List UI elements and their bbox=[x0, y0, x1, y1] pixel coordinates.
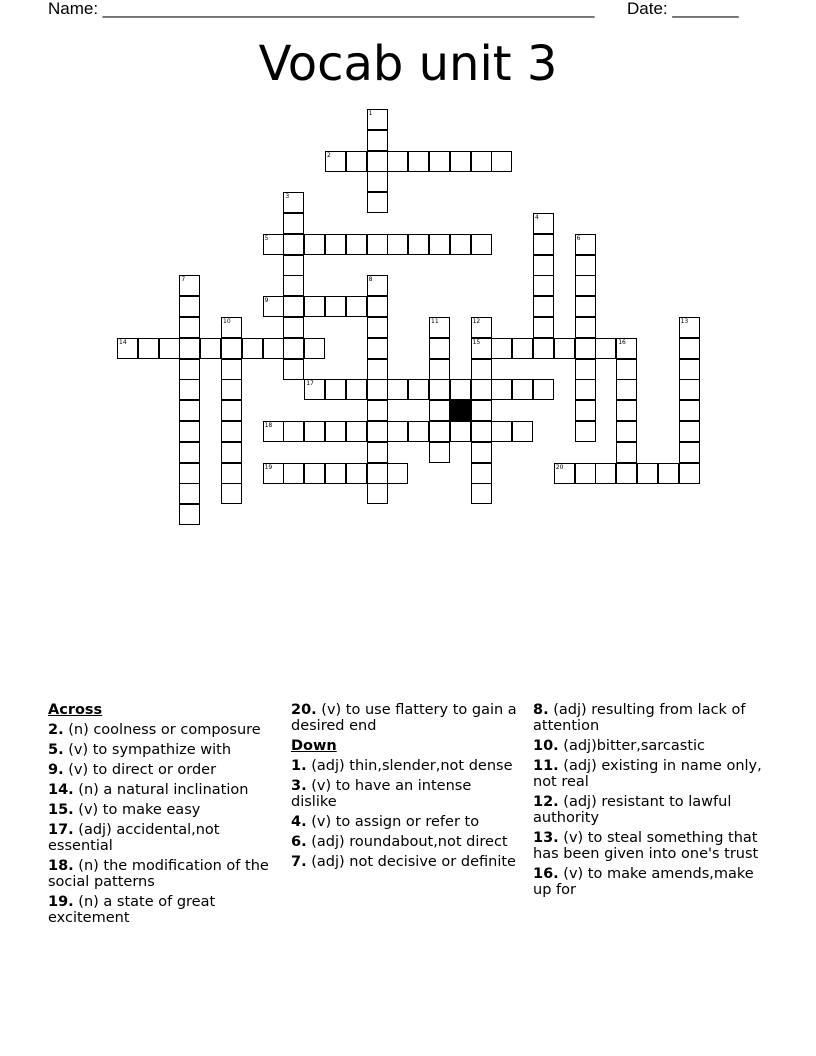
grid-cell[interactable] bbox=[304, 234, 325, 255]
grid-cell[interactable] bbox=[387, 421, 408, 442]
grid-cell[interactable] bbox=[491, 379, 512, 400]
grid-cell[interactable] bbox=[346, 151, 367, 172]
grid-cell[interactable] bbox=[429, 151, 450, 172]
grid-cell[interactable] bbox=[575, 421, 596, 442]
clue-number-label: 10 bbox=[223, 318, 231, 325]
grid-cell[interactable] bbox=[263, 463, 284, 484]
grid-cell[interactable] bbox=[450, 234, 471, 255]
grid-cell[interactable] bbox=[325, 296, 346, 317]
grid-cell[interactable] bbox=[575, 359, 596, 380]
grid-cell[interactable] bbox=[367, 171, 388, 192]
grid-cell[interactable] bbox=[429, 359, 450, 380]
grid-cell[interactable] bbox=[283, 255, 304, 276]
grid-cell[interactable] bbox=[679, 442, 700, 463]
clue-down-7 bbox=[291, 854, 521, 870]
grid-cell[interactable] bbox=[221, 317, 242, 338]
across-heading: Across bbox=[48, 702, 103, 718]
clue-text: (adj)bitter,sarcastic bbox=[558, 738, 706, 754]
grid-cell[interactable] bbox=[367, 296, 388, 317]
grid-cell[interactable] bbox=[304, 379, 325, 400]
grid-cell[interactable] bbox=[221, 379, 242, 400]
clue-text: (adj) resistant to lawful authority bbox=[533, 794, 732, 826]
grid-cell[interactable] bbox=[429, 379, 450, 400]
grid-cell[interactable] bbox=[533, 275, 554, 296]
grid-cell[interactable] bbox=[679, 400, 700, 421]
clue-number-label: 8 bbox=[368, 276, 373, 284]
grid-cell[interactable] bbox=[283, 359, 304, 380]
grid-cell[interactable] bbox=[221, 400, 242, 421]
clue-text: (v) to assign or refer to bbox=[306, 814, 480, 830]
grid-cell[interactable] bbox=[179, 421, 200, 442]
clue-number: 17. bbox=[48, 822, 74, 838]
grid-cell[interactable] bbox=[325, 234, 346, 255]
grid-cell[interactable] bbox=[367, 359, 388, 380]
grid-cell[interactable] bbox=[679, 359, 700, 380]
grid-cell[interactable] bbox=[491, 421, 512, 442]
grid-cell[interactable] bbox=[616, 379, 637, 400]
clue-number: 14. bbox=[48, 782, 74, 798]
clue-text: (v) to direct or order bbox=[63, 762, 217, 778]
grid-cell[interactable] bbox=[367, 275, 388, 296]
grid-cell[interactable] bbox=[283, 317, 304, 338]
grid-cell[interactable] bbox=[471, 400, 492, 421]
grid-cell[interactable] bbox=[304, 296, 325, 317]
grid-cell[interactable] bbox=[471, 483, 492, 504]
grid-cell[interactable] bbox=[367, 151, 388, 172]
grid-cell[interactable] bbox=[408, 151, 429, 172]
clues-column-1 bbox=[48, 702, 278, 930]
clue-number-label: 11 bbox=[431, 318, 439, 325]
clue-number-label: 3 bbox=[285, 193, 290, 201]
grid-cell[interactable] bbox=[367, 483, 388, 504]
clue-across-9 bbox=[48, 762, 278, 778]
grid-cell[interactable] bbox=[679, 463, 700, 484]
grid-cell[interactable] bbox=[616, 463, 637, 484]
grid-cell[interactable] bbox=[221, 483, 242, 504]
clue-number-label: 18 bbox=[264, 422, 273, 429]
grid-cell[interactable] bbox=[616, 400, 637, 421]
grid-cell[interactable] bbox=[429, 421, 450, 442]
grid-cell[interactable] bbox=[616, 442, 637, 463]
clue-number: 20. bbox=[291, 702, 317, 718]
grid-cell[interactable] bbox=[179, 296, 200, 317]
clue-number: 7. bbox=[291, 854, 307, 870]
grid-cell[interactable] bbox=[575, 463, 596, 484]
grid-cell[interactable] bbox=[658, 463, 679, 484]
grid-cell[interactable] bbox=[325, 151, 346, 172]
grid-cell[interactable] bbox=[575, 275, 596, 296]
clue-text: (adj) thin,slender,not dense bbox=[306, 758, 513, 774]
clue-across-17 bbox=[48, 822, 278, 854]
clue-down-1 bbox=[291, 758, 521, 774]
clues-column-3 bbox=[533, 702, 773, 902]
grid-cell[interactable] bbox=[221, 359, 242, 380]
grid-cell[interactable] bbox=[387, 151, 408, 172]
grid-cell[interactable] bbox=[491, 338, 512, 359]
grid-cell[interactable] bbox=[471, 463, 492, 484]
grid-cell[interactable] bbox=[679, 338, 700, 359]
grid-cell[interactable] bbox=[263, 338, 284, 359]
grid-cell[interactable] bbox=[429, 234, 450, 255]
grid-cell[interactable] bbox=[283, 234, 304, 255]
clue-number: 6. bbox=[291, 834, 307, 850]
grid-cell[interactable] bbox=[221, 421, 242, 442]
grid-cell[interactable] bbox=[595, 463, 616, 484]
grid-cell[interactable] bbox=[595, 338, 616, 359]
clue-number: 8. bbox=[533, 702, 549, 718]
grid-cell[interactable] bbox=[408, 379, 429, 400]
grid-cell[interactable] bbox=[367, 338, 388, 359]
clue-text: (adj) not decisive or definite bbox=[306, 854, 516, 870]
clue-number-label: 2 bbox=[327, 151, 331, 159]
grid-cell[interactable] bbox=[429, 400, 450, 421]
clue-number: 13. bbox=[533, 830, 559, 846]
grid-cell[interactable] bbox=[533, 234, 554, 255]
clue-text: (n) coolness or composure bbox=[63, 722, 261, 738]
clue-text: (adj) existing in name only, not real bbox=[533, 758, 762, 790]
clue-number-label: 6 bbox=[576, 234, 581, 242]
clue-text: (v) to use flattery to gain a desired end bbox=[291, 702, 517, 734]
clue-text: (v) to sympathize with bbox=[63, 742, 232, 758]
grid-cell[interactable] bbox=[304, 421, 325, 442]
clue-number: 10. bbox=[533, 738, 559, 754]
grid-cell[interactable] bbox=[471, 234, 492, 255]
grid-cell[interactable] bbox=[138, 338, 159, 359]
grid-cell[interactable] bbox=[221, 442, 242, 463]
clue-number: 3. bbox=[291, 778, 307, 794]
clue-number-label: 20 bbox=[555, 463, 564, 471]
grid-cell[interactable] bbox=[554, 463, 575, 484]
clue-text: (v) to have an intense dislike bbox=[291, 778, 472, 810]
grid-cell[interactable] bbox=[346, 234, 367, 255]
grid-cell[interactable] bbox=[179, 504, 200, 525]
grid-cell[interactable] bbox=[367, 442, 388, 463]
clue-text: (v) to make easy bbox=[73, 802, 201, 818]
grid-cell[interactable] bbox=[200, 338, 221, 359]
grid-cell[interactable] bbox=[575, 338, 596, 359]
black-cell bbox=[450, 400, 471, 421]
grid-cell[interactable] bbox=[283, 296, 304, 317]
clue-text: (v) to make amends,make up for bbox=[533, 866, 754, 898]
clue-number-label: 12 bbox=[472, 318, 481, 325]
grid-cell[interactable] bbox=[325, 379, 346, 400]
grid-cell[interactable] bbox=[533, 255, 554, 276]
grid-cell[interactable] bbox=[304, 338, 325, 359]
grid-cell[interactable] bbox=[387, 234, 408, 255]
clue-number-label: 4 bbox=[535, 214, 539, 221]
grid-cell[interactable] bbox=[471, 421, 492, 442]
grid-cell[interactable] bbox=[179, 442, 200, 463]
grid-cell[interactable] bbox=[533, 338, 554, 359]
clue-text: (n) a natural inclination bbox=[73, 782, 249, 798]
grid-cell[interactable] bbox=[283, 421, 304, 442]
grid-cell[interactable] bbox=[367, 192, 388, 213]
clue-number-label: 15 bbox=[472, 338, 481, 346]
grid-cell[interactable] bbox=[242, 338, 263, 359]
clue-number-label: 9 bbox=[264, 297, 269, 305]
clue-number: 4. bbox=[291, 814, 307, 830]
clue-number-label: 5 bbox=[264, 234, 269, 242]
grid-cell[interactable] bbox=[533, 213, 554, 234]
clue-text: (adj) roundabout,not direct bbox=[306, 834, 508, 850]
clues-column-2 bbox=[291, 702, 521, 874]
grid-cell[interactable] bbox=[533, 296, 554, 317]
grid-cell[interactable] bbox=[346, 379, 367, 400]
clue-number-label: 19 bbox=[264, 463, 273, 471]
clue-text: (adj) accidental,not essential bbox=[48, 822, 220, 854]
clue-number-label: 7 bbox=[181, 276, 186, 284]
clue-number: 18. bbox=[48, 858, 74, 874]
grid-cell[interactable] bbox=[263, 234, 284, 255]
grid-cell[interactable] bbox=[346, 463, 367, 484]
clue-down-13 bbox=[533, 830, 773, 862]
grid-cell[interactable] bbox=[367, 400, 388, 421]
clue-number-label: 1 bbox=[368, 110, 373, 117]
grid-cell[interactable] bbox=[117, 338, 138, 359]
clue-number: 2. bbox=[48, 722, 64, 738]
clue-across-2 bbox=[48, 722, 278, 738]
clue-across-15 bbox=[48, 802, 278, 818]
down-heading: Down bbox=[291, 738, 337, 754]
clue-number-label: 16 bbox=[618, 338, 626, 346]
grid-cell[interactable] bbox=[491, 151, 512, 172]
grid-cell[interactable] bbox=[471, 338, 492, 359]
grid-cell[interactable] bbox=[575, 255, 596, 276]
grid-cell[interactable] bbox=[367, 109, 388, 130]
grid-cell[interactable] bbox=[283, 275, 304, 296]
grid-cell[interactable] bbox=[283, 463, 304, 484]
clue-number: 15. bbox=[48, 802, 74, 818]
clue-down-4 bbox=[291, 814, 521, 830]
grid-cell[interactable] bbox=[575, 296, 596, 317]
grid-cell[interactable] bbox=[179, 483, 200, 504]
grid-cell[interactable] bbox=[471, 317, 492, 338]
clue-down-6 bbox=[291, 834, 521, 850]
grid-cell[interactable] bbox=[283, 213, 304, 234]
clue-across-19 bbox=[48, 894, 278, 926]
grid-cell[interactable] bbox=[575, 234, 596, 255]
clue-number-label: 13 bbox=[680, 318, 689, 325]
clue-down-8 bbox=[533, 702, 773, 734]
clue-number-label: 17 bbox=[306, 380, 314, 388]
grid-cell[interactable] bbox=[533, 379, 554, 400]
clue-number-label: 14 bbox=[119, 338, 127, 346]
grid-cell[interactable] bbox=[179, 359, 200, 380]
name-field-label: Name: ____________________________________________________ bbox=[48, 0, 595, 18]
grid-cell[interactable] bbox=[387, 463, 408, 484]
grid-cell[interactable] bbox=[179, 338, 200, 359]
grid-cell[interactable] bbox=[554, 338, 575, 359]
grid-cell[interactable] bbox=[512, 421, 533, 442]
grid-cell[interactable] bbox=[221, 463, 242, 484]
grid-cell[interactable] bbox=[387, 379, 408, 400]
grid-cell[interactable] bbox=[679, 421, 700, 442]
clue-number: 9. bbox=[48, 762, 64, 778]
grid-cell[interactable] bbox=[450, 151, 471, 172]
clue-across-20 bbox=[291, 702, 521, 734]
grid-cell[interactable] bbox=[637, 463, 658, 484]
grid-cell[interactable] bbox=[616, 359, 637, 380]
clue-down-16 bbox=[533, 866, 773, 898]
grid-cell[interactable] bbox=[616, 338, 637, 359]
grid-cell[interactable] bbox=[471, 359, 492, 380]
grid-cell[interactable] bbox=[679, 379, 700, 400]
grid-cell[interactable] bbox=[533, 317, 554, 338]
clue-number: 11. bbox=[533, 758, 559, 774]
grid-cell[interactable] bbox=[575, 400, 596, 421]
grid-cell[interactable] bbox=[679, 317, 700, 338]
clue-text: (adj) resulting from lack of attention bbox=[533, 702, 746, 734]
grid-cell[interactable] bbox=[429, 317, 450, 338]
grid-cell[interactable] bbox=[179, 379, 200, 400]
grid-cell[interactable] bbox=[429, 442, 450, 463]
page-title: Vocab unit 3 bbox=[258, 36, 558, 92]
grid-cell[interactable] bbox=[304, 463, 325, 484]
clue-text: (n) a state of great excitement bbox=[48, 894, 216, 926]
grid-cell[interactable] bbox=[471, 151, 492, 172]
grid-cell[interactable] bbox=[450, 379, 471, 400]
grid-cell[interactable] bbox=[512, 379, 533, 400]
clue-number: 1. bbox=[291, 758, 307, 774]
grid-cell[interactable] bbox=[408, 234, 429, 255]
clue-number: 16. bbox=[533, 866, 559, 882]
clue-down-12 bbox=[533, 794, 773, 826]
grid-cell[interactable] bbox=[263, 296, 284, 317]
grid-cell[interactable] bbox=[575, 379, 596, 400]
grid-cell[interactable] bbox=[450, 421, 471, 442]
grid-cell[interactable] bbox=[367, 317, 388, 338]
clue-text: (v) to steal something that has been given into one's trust bbox=[533, 830, 759, 862]
grid-cell[interactable] bbox=[367, 234, 388, 255]
grid-cell[interactable] bbox=[367, 130, 388, 151]
grid-cell[interactable] bbox=[367, 463, 388, 484]
grid-cell[interactable] bbox=[159, 338, 180, 359]
grid-cell[interactable] bbox=[471, 379, 492, 400]
crossword-grid bbox=[117, 109, 700, 527]
clue-number: 12. bbox=[533, 794, 559, 810]
clue-number: 19. bbox=[48, 894, 74, 910]
grid-cell[interactable] bbox=[325, 421, 346, 442]
grid-cell[interactable] bbox=[179, 275, 200, 296]
grid-cell[interactable] bbox=[179, 400, 200, 421]
grid-cell[interactable] bbox=[179, 463, 200, 484]
grid-cell[interactable] bbox=[429, 338, 450, 359]
grid-cell[interactable] bbox=[179, 317, 200, 338]
clue-down-3 bbox=[291, 778, 521, 810]
grid-cell[interactable] bbox=[346, 296, 367, 317]
clue-down-10 bbox=[533, 738, 773, 754]
grid-cell[interactable] bbox=[221, 338, 242, 359]
grid-cell[interactable] bbox=[616, 421, 637, 442]
grid-cell[interactable] bbox=[367, 379, 388, 400]
clue-across-18 bbox=[48, 858, 278, 890]
clue-text: (n) the modification of the social patterns bbox=[48, 858, 269, 890]
grid-cell[interactable] bbox=[283, 192, 304, 213]
grid-cell[interactable] bbox=[471, 442, 492, 463]
grid-cell[interactable] bbox=[263, 421, 284, 442]
grid-cell[interactable] bbox=[346, 421, 367, 442]
clue-number: 5. bbox=[48, 742, 64, 758]
clue-across-5 bbox=[48, 742, 278, 758]
clue-down-11 bbox=[533, 758, 773, 790]
grid-cell[interactable] bbox=[408, 421, 429, 442]
clue-across-14 bbox=[48, 782, 278, 798]
grid-cell[interactable] bbox=[512, 338, 533, 359]
grid-cell[interactable] bbox=[283, 338, 304, 359]
grid-cell[interactable] bbox=[367, 421, 388, 442]
date-field-label: Date: _______ bbox=[627, 0, 739, 18]
grid-cell[interactable] bbox=[325, 463, 346, 484]
grid-cell[interactable] bbox=[575, 317, 596, 338]
